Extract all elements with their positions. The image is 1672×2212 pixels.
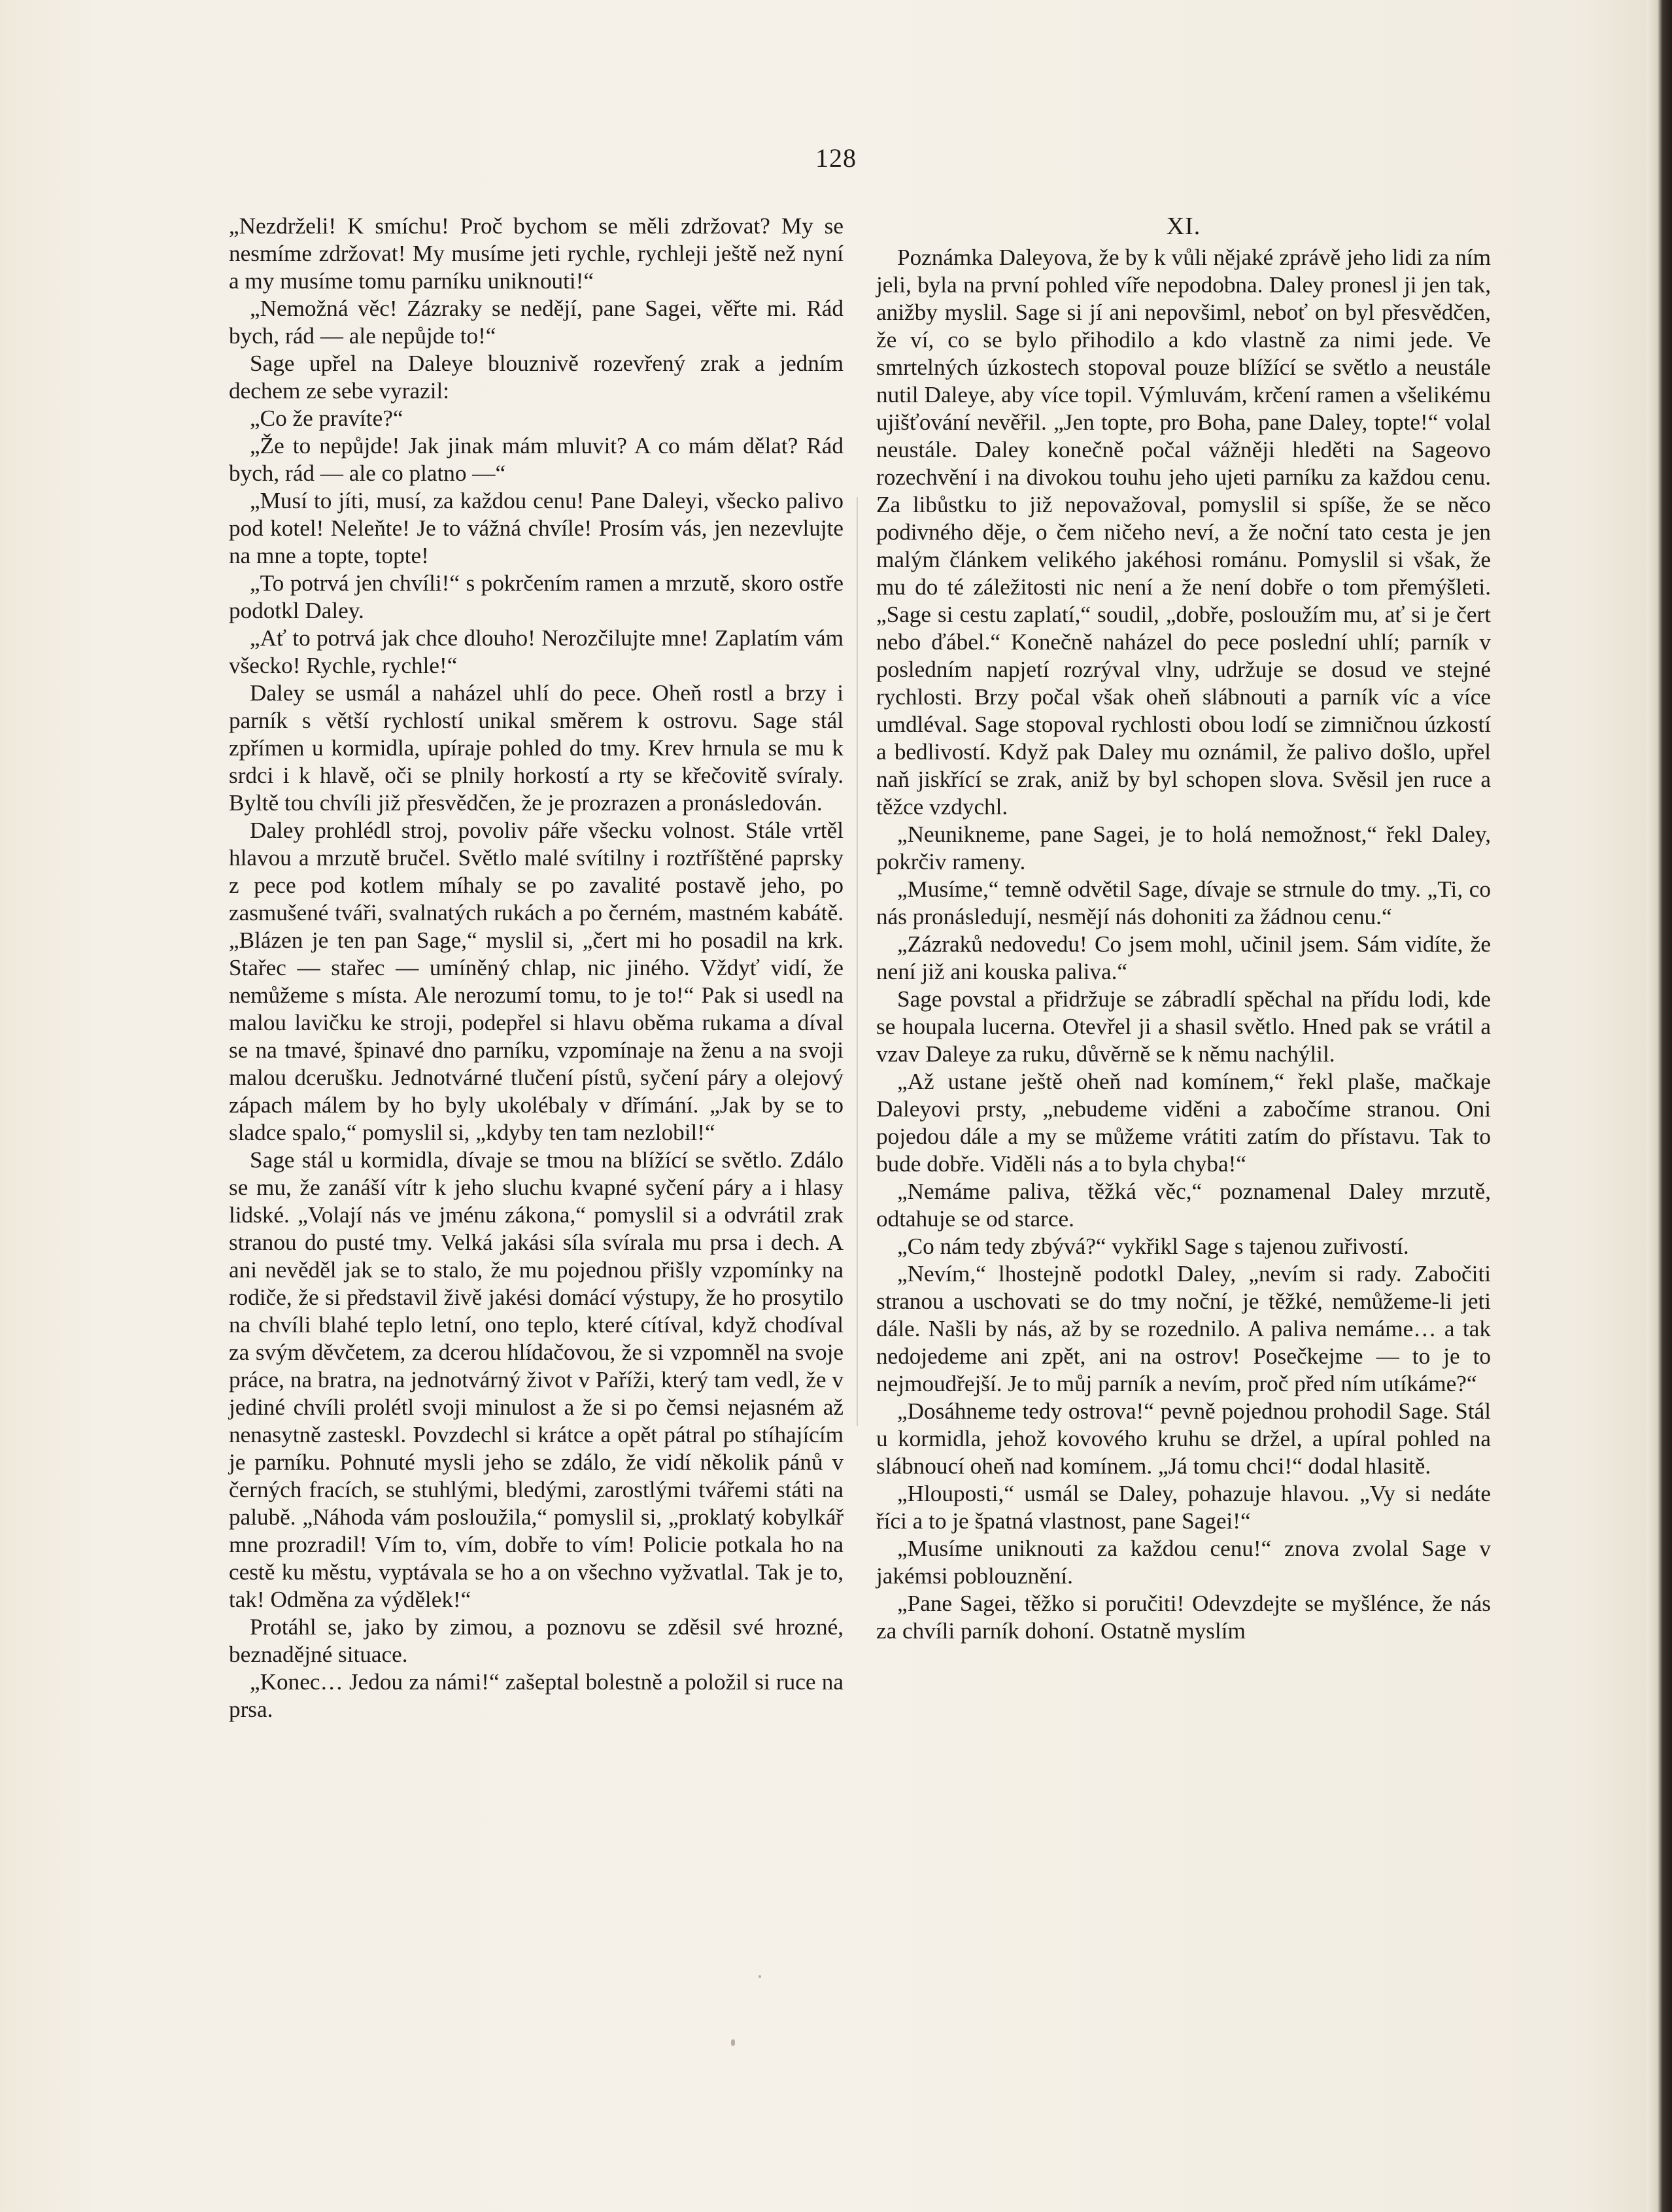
paragraph: „Neunikneme, pane Sagei, je to holá nemožnost,“ řekl Daley, pokrčiv rameny. xyxy=(876,821,1491,874)
paragraph: Protáhl se, jako by zimou, a poznovu se zděsil své hrozné, beznadějné situace. xyxy=(229,1614,844,1667)
paragraph: „Nemožná věc! Zázraky se nedějí, pane Sagei, věřte mi. Rád bych, rád — ale nepůjde to!“ xyxy=(229,296,844,349)
paragraph: Sage povstal a přidržuje se zábradlí spěchal na přídu lodi, kde se houpala lucerna. Otevřel ji a shasil světlo. Hned pak se vrátil a vzav Daleye za ruku, důvěrně se k němu nachýlil. xyxy=(876,986,1491,1067)
paragraph: „Nemáme paliva, těžká věc,“ poznamenal Daley mrzutě, odtahuje se od starce. xyxy=(876,1179,1491,1232)
left-column xyxy=(229,213,844,1723)
page-number: 128 xyxy=(815,143,857,173)
paragraph: Sage upřel na Daleye blouznivě rozevřený zrak a jedním dechem ze sebe vyrazil: xyxy=(229,351,844,404)
paragraph: „Hlouposti,“ usmál se Daley, pohazuje hlavou. „Vy si nedáte říci a to je špatná vlastnost, pane Sagei!“ xyxy=(876,1481,1491,1534)
paragraph: „Co nám tedy zbývá?“ vykřikl Sage s tajenou zuřivostí. xyxy=(897,1234,1409,1259)
paragraph: Daley prohlédl stroj, povoliv páře všecku volnost. Stále vrtěl hlavou a mrzutě bručel. Světlo malé svítilny i roztříštěné paprsky z pece pod kotlem míhaly se po zavalité postavě jeho, po zasmušené tváři, svalnatých rukách a po černém, mastném kabátě. „Blázen je ten pan Sage,“ myslil si, „čert mi ho posadil na krk. Stařec — stařec — umíněný chlap, nic jiného. Vždyť vidí, že nemůžeme s místa. Ale nerozumí tomu, to je to!“ Pak si usedl na malou lavičku ke stroji, podepřel si hlavu oběma rukama a díval se na tmavé, špinavé dno parníku, vzpomínaje na ženu a na svoji malou dcerušku. Jednotvárné tlučení pístů, syčení páry a olejový zápach málem by ho byly ukolébaly v dřímání. „Jak by se to sladce spalo,“ pomyslil si, „kdyby ten tam nezlobil!“ xyxy=(229,818,844,1145)
paragraph: „Že to nepůjde! Jak jinak mám mluvit? A co mám dělat? Rád bych, rád — ale co platno —“ xyxy=(229,433,844,486)
right-column xyxy=(876,213,1491,1645)
paragraph: „Co že pravíte?“ xyxy=(250,406,403,431)
paragraph: „Musí to jíti, musí, za každou cenu! Pane Daleyi, všecko palivo pod kotel! Neleňte! Je to vážná chvíle! Prosím vás, jen nezevlujte na mne a topte, topte! xyxy=(229,488,844,568)
paragraph: „Nevím,“ lhostejně podotkl Daley, „nevím si rady. Zabočiti stranou a uschovati se do tmy noční, je těžké, nemůžeme-li jeti dále. Našli by nás, až by se rozednilo. A paliva nemáme… a tak nedojedeme ani zpět, ani na ostrov! Posečkejme — to je to nejmoudřejší. Je to můj parník a nevím, proč před ním utíkáme?“ xyxy=(876,1261,1491,1396)
paragraph: „Nezdrželi! K smíchu! Proč bychom se měli zdržovat? My se nesmíme zdržovat! My musíme jeti rychle, rychleji ještě než nyní a my musíme tomu parníku uniknouti!“ xyxy=(229,213,844,294)
paragraph: „Až ustane ještě oheň nad komínem,“ řekl plaše, mačkaje Daleyovi prsty, „nebudeme viděni a zabočíme stranou. Oni pojedou dále a my se můžeme vrátiti zatím do přístavu. Tak to bude dobře. Viděli nás a to byla chyba!“ xyxy=(876,1069,1491,1177)
page-edge-shadow xyxy=(1646,0,1658,2212)
column-divider xyxy=(857,497,858,1426)
paragraph: „Konec… Jedou za námi!“ zašeptal bolestně a položil si ruce na prsa. xyxy=(229,1669,844,1722)
paragraph: „To potrvá jen chvíli!“ s pokrčením ramen a mrzutě, skoro ostře podotkl Daley. xyxy=(229,570,844,623)
paper-speck xyxy=(759,1975,761,1978)
paragraph: „Dosáhneme tedy ostrova!“ pevně pojednou prohodil Sage. Stál u kormidla, jehož kovového kruhu se držel, a upíral pohled na slábnoucí oheň nad komínem. „Já tomu chci!“ dodal hlasitě. xyxy=(876,1398,1491,1479)
paper-speck xyxy=(731,2039,735,2046)
chapter-heading: XI. xyxy=(1166,213,1201,240)
paragraph: Poznámka Daleyova, že by k vůli nějaké zprávě jeho lidi za ním jeli, byla na první pohled víře nepodobna. Daley pronesl ji jen tak, anižby myslil. Sage si jí ani nepovšiml, neboť on byl přesvědčen, že ví, co se bylo přihodilo a kdo vlastně za nimi jede. Ve smrtelných úzkostech stopoval pouze blížící se světlo a neustále nutil Daleye, aby více topil. Výmluvám, krčení ramen a všelikému ujišťování nevěřil. „Jen topte, pro Boha, pane Daley, topte!“ volal neustále. Daley konečně počal vážněji hleděti na Sageovo rozechvění i na divokou touhu jeho ujeti parníku za každou cenu. Za libůstku to již nepovažoval, pomyslil si spíše, že se něco podivného děje, o čem ničeho neví, a že noční tato cesta je jen malým článkem velikého jakéhosi románu. Pomyslil si však, že mu do té záležitosti nic není a že není dobře o tom přemýšleti. „Sage si cestu zaplatí,“ soudil, „dobře, posloužím mu, ať si je čert nebo ďábel.“ Konečně naházel do pece poslední uhlí; parník v posledním napjetí rozrýval vlny, udržuje se dosud ve stejné rychlosti. Brzy počal však oheň slábnouti a parník víc a více umdléval. Sage stopoval rychlosti obou lodí se zimničnou úzkostí a bedlivostí. Když pak Daley mu oznámil, že palivo došlo, upřel naň jiskřící se zrak, aniž by byl schopen slova. Svěsil jen ruce a těžce vzdychl. xyxy=(876,245,1491,820)
paragraph: „Musíme,“ temně odvětil Sage, dívaje se strnule do tmy. „Ti, co nás pronásledují, nesmějí nás dohoniti za žádnou cenu.“ xyxy=(876,876,1491,929)
paragraph: „Pane Sagei, těžko si poručiti! Odevzdejte se myšlénce, že nás za chvíli parník dohoní. Ostatně myslím xyxy=(876,1591,1491,1644)
paragraph: Daley se usmál a naházel uhlí do pece. Oheň rostl a brzy i parník s větší rychlostí unikal směrem k ostrovu. Sage stál zpřímen u kormidla, upíraje pohled do tmy. Krev hrnula se mu k srdci i k hlavě, oči se plnily horkostí a rty se křečovitě svíraly. Byltě tou chvíli již přesvědčen, že je prozrazen a pronásledován. xyxy=(229,680,844,816)
paragraph: Sage stál u kormidla, dívaje se tmou na blížící se světlo. Zdálo se mu, že zanáší vítr k jeho sluchu kvapné syčení páry a i hlasy lidské. „Volají nás ve jménu zákona,“ pomyslil si a odvrátil zrak stranou do pusté tmy. Velká jakási síla svírala mu prsa i dech. A ani nevěděl jak se to stalo, že mu pojednou přišly vzpomínky na rodiče, že si představil živě jakési domácí výstupy, že ho prosytilo na chvíli blahé teplo letní, ono teplo, které cítíval, když chodíval za svým děvčetem, za dcerou hlídačovou, že si vzpomněl na svoje práce, na bratra, na jednotvárný život v Paříži, který tam vedl, že v jediné chvíli prolétl svoji minulost a že si po čemsi nejasném až nenasytně zasteskl. Povzdechl si krátce a opět pátral po stíhajícím je parníku. Pohnuté mysli jeho se zdálo, že vidí několik pánů v černých fracích, se stuhlými, bledými, zarostlými tvářemi státi na palubě. „Náhoda vám posloužila,“ pomyslil si, „proklatý kobylkář mne prozradil! Vím to, vím, dobře to vím! Policie potkala ho na cestě ku městu, vyptávala se ho a on všechno vyžvatlal. Tak je to, tak! Odměna za výdělek!“ xyxy=(229,1147,844,1612)
paragraph: „Musíme uniknouti za každou cenu!“ znova zvolal Sage v jakémsi poblouznění. xyxy=(876,1536,1491,1589)
book-binding-edge xyxy=(1658,0,1672,2212)
paragraph: „Zázraků nedovedu! Co jsem mohl, učinil jsem. Sám vidíte, že není již ani kouska paliva.“ xyxy=(876,931,1491,984)
paragraph: „Ať to potrvá jak chce dlouho! Nerozčilujte mne! Zaplatím vám všecko! Rychle, rychle!“ xyxy=(229,625,844,678)
